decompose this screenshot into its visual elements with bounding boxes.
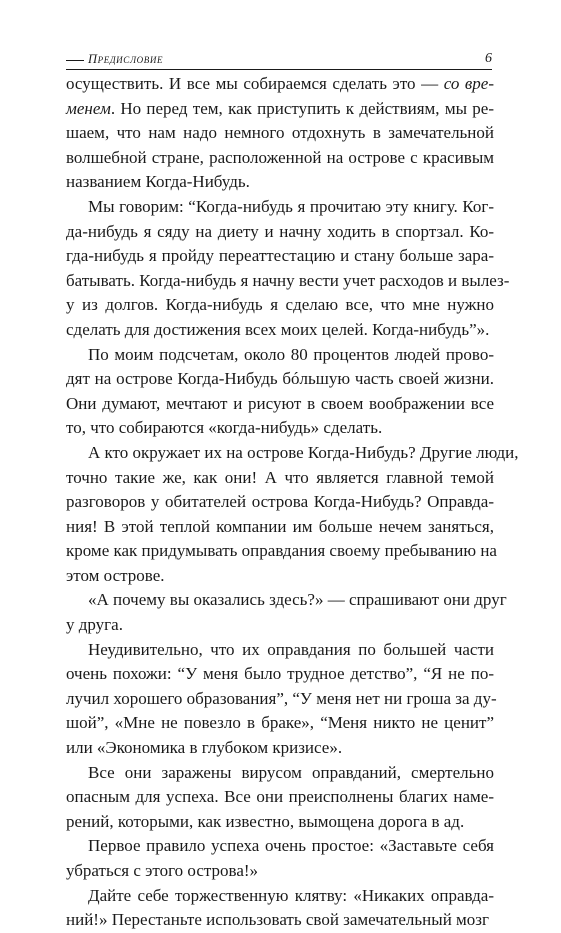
text-run: дят на острове Когда-Нибудь бóльшую часть своей жизни.	[66, 369, 494, 389]
text-line	[66, 539, 497, 564]
text-run: ний!» Перестаньте использовать свой замечательный мозг	[66, 910, 489, 930]
text-line	[66, 441, 519, 466]
text-line	[66, 588, 507, 613]
text-line	[66, 711, 494, 736]
text-run: рений, которыми, как известно, вымощена дорога в ад.	[66, 811, 465, 831]
text-run: шой”, «Мне не повезло в браке», “Меня никто не ценит”	[66, 713, 494, 733]
text-run: очень похожи: “У меня было трудное детство”, “Я не по-	[66, 664, 494, 684]
text-line	[66, 736, 494, 761]
header-dash	[66, 60, 84, 61]
text-run: Дайте себе торжественную клятву: «Никаких оправда-	[88, 885, 494, 905]
text-run: названием Когда-Нибудь.	[66, 172, 250, 192]
text-line	[66, 515, 494, 540]
text-line	[66, 490, 494, 515]
text-line	[66, 343, 494, 368]
text-line	[66, 121, 494, 146]
paragraph	[66, 638, 497, 761]
text-line	[66, 761, 494, 786]
text-line	[66, 908, 494, 933]
body-text	[66, 72, 519, 933]
header-title: Предисловие	[88, 52, 164, 66]
text-run: . Но перед тем, как приступить к действиям, мы ре-	[110, 98, 494, 118]
text-line	[66, 859, 494, 884]
text-line	[66, 662, 494, 687]
text-line	[66, 884, 494, 909]
paragraph	[66, 72, 494, 195]
paragraph	[66, 343, 494, 441]
text-line	[66, 638, 494, 663]
text-line	[66, 170, 494, 195]
paragraph	[66, 884, 494, 933]
text-run: разговоров у обитателей острова Когда-Нибудь? Оправда-	[66, 492, 494, 512]
text-run: гда-нибудь я пройду переаттестацию и стану больше зара-	[66, 246, 494, 266]
text-run: А кто окружает их на острове Когда-Нибудь? Другие люди,	[88, 442, 519, 462]
text-run: у из долгов. Когда-нибудь я сделаю все, что мне нужно	[66, 295, 494, 315]
text-run: да-нибудь я сяду на диету и начну ходить в спортзал. Ко-	[66, 221, 494, 241]
text-line	[66, 146, 494, 171]
text-run: сделать для достижения всех моих целей. Когда-нибудь”».	[66, 319, 490, 339]
text-run: ния! В этой теплой компании им больше нечем заняться,	[66, 516, 494, 536]
text-line	[66, 564, 494, 589]
text-run: этом острове.	[66, 565, 165, 585]
text-run: Неудивительно, что их оправдания по большей части	[88, 639, 494, 659]
paragraph	[66, 834, 494, 883]
text-run: убраться с этого острова!»	[66, 861, 259, 880]
header-rule	[66, 69, 492, 70]
text-line	[66, 244, 494, 269]
text-run: лучил хорошего образования”, “У меня нет ни гроша за ду-	[66, 688, 497, 708]
paragraph	[66, 588, 507, 637]
text-line	[66, 613, 494, 638]
text-line	[66, 834, 494, 859]
text-run: Первое правило успеха очень простое: «Заставьте себя	[88, 836, 494, 856]
text-line	[66, 97, 494, 122]
text-run: кроме как придумывать оправдания своему пребыванию на	[66, 541, 497, 561]
text-line	[66, 269, 510, 294]
text-run: со вре-	[443, 74, 494, 93]
text-run: или «Экономика в глубоком кризисе».	[66, 738, 343, 758]
text-run: батывать. Когда-нибудь я начну вести учет расходов и вылез-	[66, 270, 510, 290]
text-run: волшебной стране, расположенной на острове с красивым	[66, 147, 494, 167]
text-run: Они думают, мечтают и рисуют в своем воображении все	[66, 393, 494, 413]
text-line	[66, 416, 494, 441]
text-run: у друга.	[66, 615, 123, 635]
text-run: опасным для успеха. Все они преисполнены благих наме-	[66, 787, 494, 807]
text-line	[66, 220, 494, 245]
text-run: осуществить. И все мы собираемся сделать это —	[66, 74, 444, 93]
text-line	[66, 367, 494, 392]
paragraph	[66, 761, 494, 835]
text-run: Все они заражены вирусом оправданий, смертельно	[88, 762, 494, 782]
text-run: По моим подсчетам, около 80 процентов людей прово-	[88, 344, 494, 364]
text-run: «А почему вы оказались здесь?» — спрашивают они друг	[88, 590, 507, 610]
text-line	[66, 687, 497, 712]
text-line	[66, 318, 494, 343]
paragraph	[66, 195, 510, 343]
text-line	[66, 785, 494, 810]
text-line	[66, 72, 494, 97]
text-line	[66, 810, 494, 835]
text-run: Мы говорим: “Когда-нибудь я прочитаю эту книгу. Ког-	[88, 196, 494, 216]
text-line	[66, 466, 494, 491]
text-line	[66, 195, 494, 220]
paragraph	[66, 441, 519, 589]
text-run: шаем, что нам надо немного отдохнуть в замечательной	[66, 123, 494, 143]
page-number: 6	[485, 51, 492, 66]
text-run: менем	[66, 98, 111, 118]
text-run: точно такие же, как они! А что является главной темой	[66, 467, 494, 487]
text-run: то, что собираются «когда-нибудь» сделать.	[66, 418, 383, 438]
text-line	[66, 392, 494, 417]
text-line	[66, 293, 494, 318]
running-header	[66, 50, 492, 70]
